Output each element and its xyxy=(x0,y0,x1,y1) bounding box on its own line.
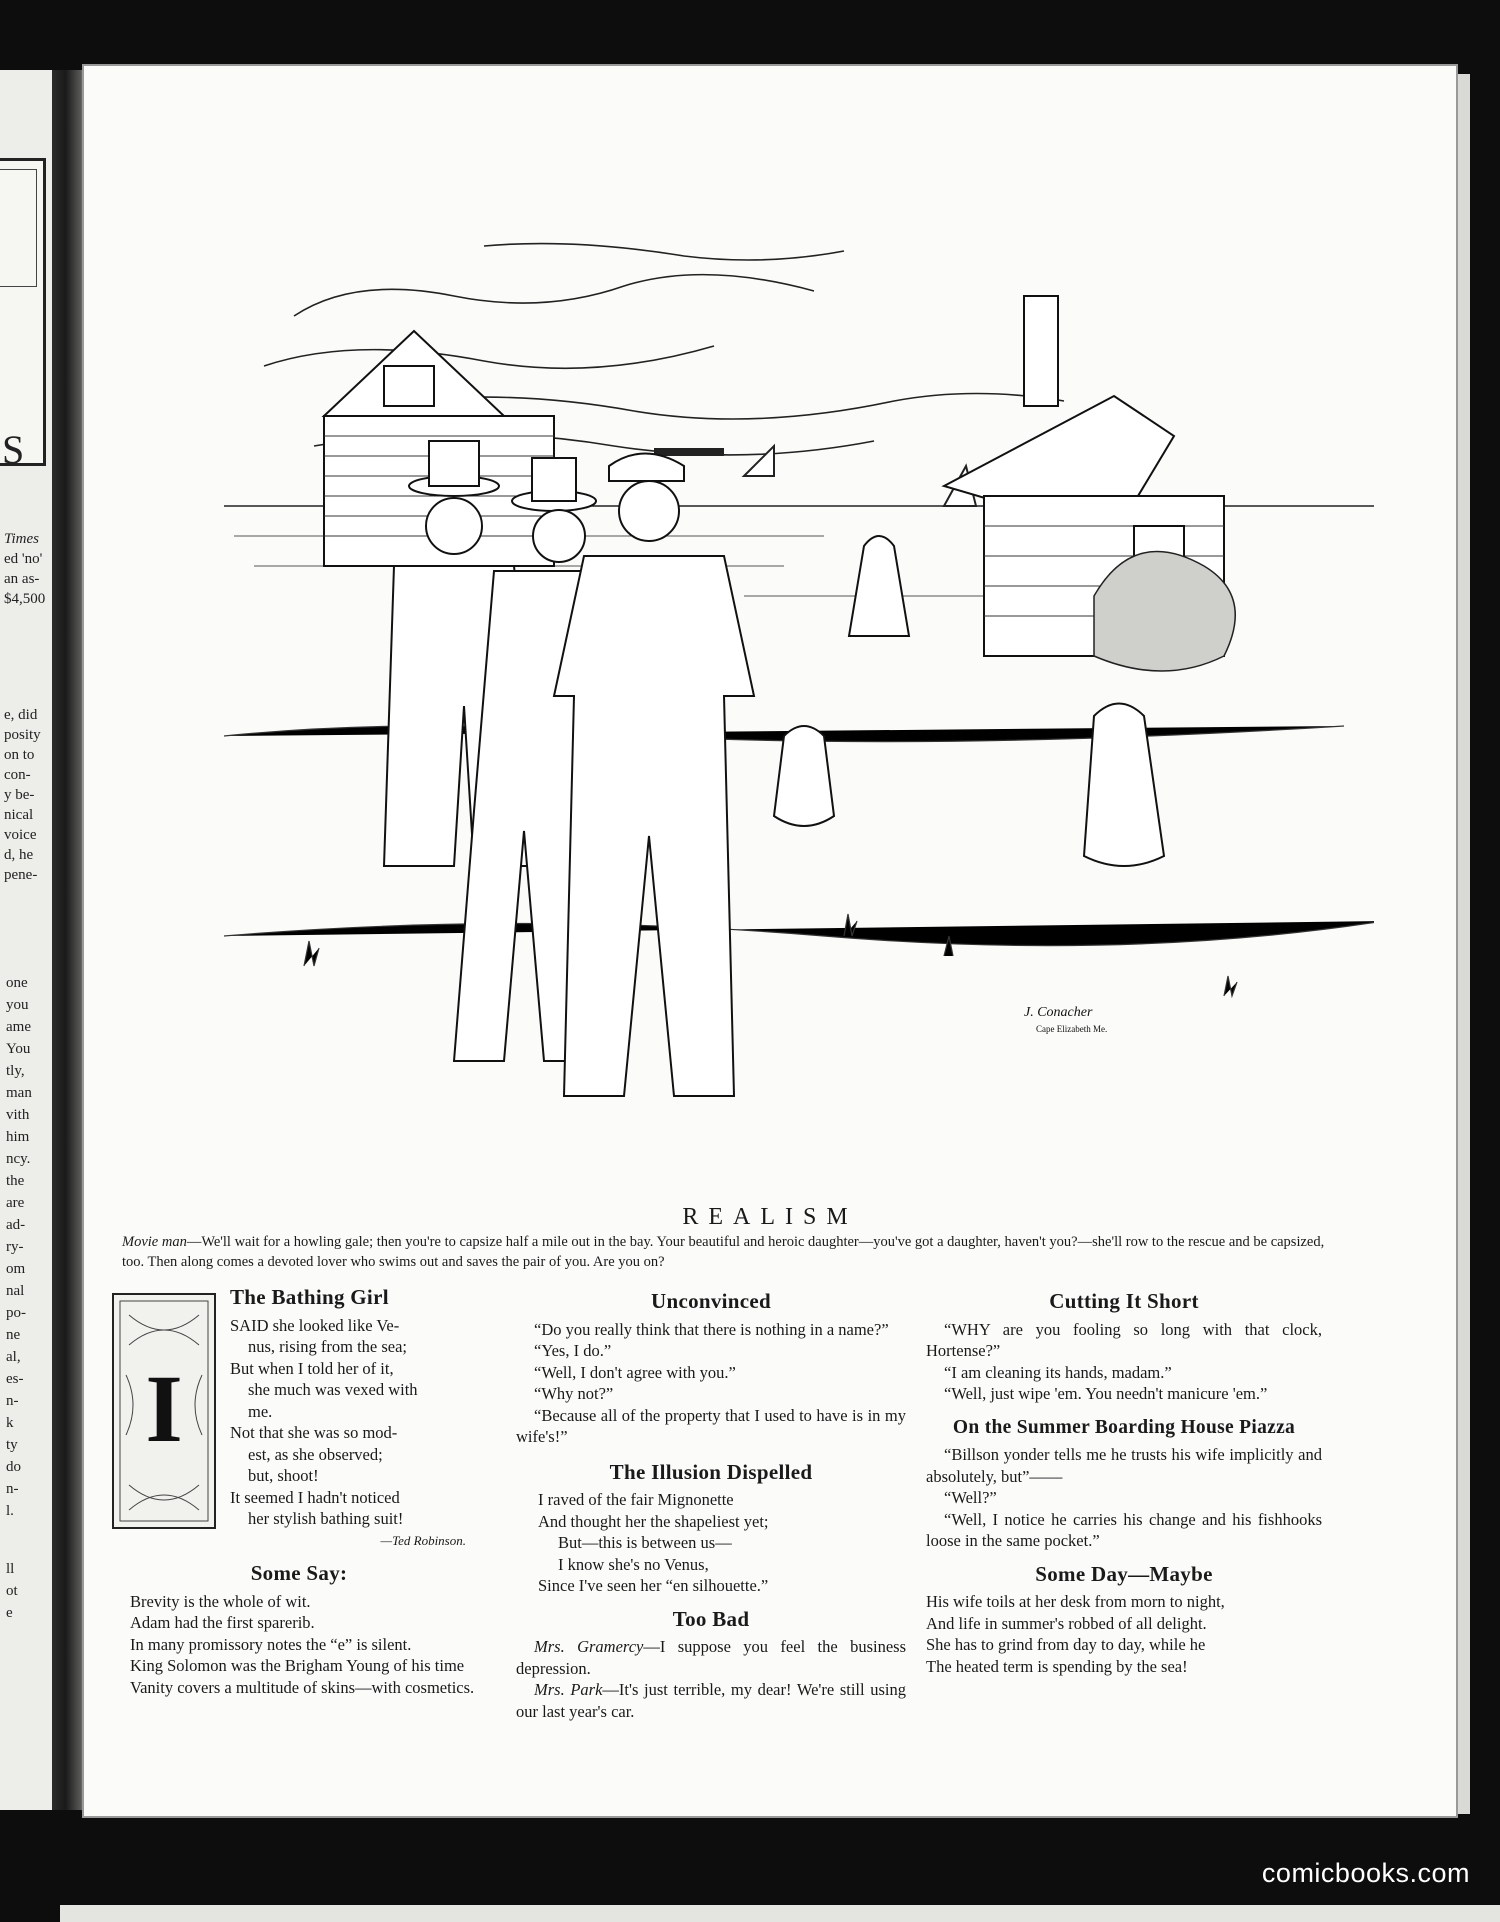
artist-signature: J. Conacher xyxy=(1024,1005,1093,1020)
left-fragment: con- xyxy=(4,767,31,783)
magazine-page xyxy=(84,66,1456,1816)
saying-line: Vanity covers a multitude of skins—with cosmetics. xyxy=(130,1677,475,1697)
left-fragment: vith xyxy=(6,1107,30,1123)
bathing-girl-title: The Bathing Girl xyxy=(230,1285,389,1309)
speaker-name: Mrs. Gramercy xyxy=(534,1637,644,1656)
left-fragment: e xyxy=(6,1605,13,1621)
left-fragment: e, did xyxy=(4,707,38,723)
cutting-it-short-title: Cutting It Short xyxy=(1049,1289,1199,1313)
left-fragment: an as- xyxy=(4,571,40,587)
dialogue-line: “Well?” xyxy=(944,1488,997,1507)
left-fragment: voice xyxy=(4,827,37,843)
left-fragment: k xyxy=(6,1415,14,1431)
left-fragment: Times xyxy=(4,531,40,547)
poem-line: But—this is between us— xyxy=(558,1533,732,1552)
column-middle xyxy=(516,1291,906,1722)
left-fragment: n- xyxy=(6,1481,19,1497)
poem-line: It seemed I hadn't noticed xyxy=(230,1487,400,1507)
left-fragment: om xyxy=(6,1261,26,1277)
left-fragment: y be- xyxy=(4,787,35,803)
left-fragment: n- xyxy=(6,1393,19,1409)
column-left xyxy=(112,1285,486,1698)
left-fragment: You xyxy=(6,1041,31,1057)
drop-cap-letter: I xyxy=(145,1355,183,1462)
poem-line: but, shoot! xyxy=(248,1466,319,1485)
poem-line: I know she's no Venus, xyxy=(558,1554,709,1574)
left-fragment: ot xyxy=(6,1583,18,1599)
left-fragment: you xyxy=(6,997,29,1013)
poem-line: me. xyxy=(248,1401,273,1421)
poem-line: I raved of the fair Mignonette xyxy=(538,1490,734,1509)
author-credit: —Ted Robinson. xyxy=(380,1532,466,1548)
left-page-edge xyxy=(0,70,52,1810)
dialogue-line: “Do you really think that there is nothing in a name?” xyxy=(534,1319,889,1339)
left-fragment: the xyxy=(6,1173,25,1189)
saying-line: Adam had the first sparerib. xyxy=(130,1613,315,1632)
unconvinced-title: Unconvinced xyxy=(651,1289,771,1313)
left-fragment: tly, xyxy=(6,1063,25,1079)
speaker-name: Mrs. Park xyxy=(534,1680,603,1699)
left-fragment: are xyxy=(6,1195,25,1211)
too-bad-title: Too Bad xyxy=(672,1606,750,1631)
dialogue-text: —I suppose you feel the business depression. xyxy=(516,1637,906,1678)
dialogue-line: “I am cleaning its hands, madam.” xyxy=(944,1362,1172,1382)
left-ornament-frame xyxy=(0,158,46,466)
left-fragment: one xyxy=(6,975,28,991)
cartoon-illustration xyxy=(224,236,1374,1186)
left-fragment: l. xyxy=(6,1503,14,1519)
too-bad-line-2 xyxy=(516,1679,906,1722)
left-fragment: him xyxy=(6,1129,30,1145)
left-fragment: posity xyxy=(4,727,41,743)
cartoon-caption xyxy=(122,1232,1342,1272)
saying-line: In many promissory notes the “e” is silent. xyxy=(130,1634,412,1654)
left-fragment: es- xyxy=(6,1371,24,1387)
illusion-dispelled-title: The Illusion Dispelled xyxy=(609,1459,813,1484)
poem-line: The heated term is spending by the sea! xyxy=(926,1656,1188,1676)
poem-line: But when I told her of it, xyxy=(230,1358,394,1378)
book-spine xyxy=(52,70,86,1810)
page-edge-bottom xyxy=(60,1905,1500,1922)
dialogue-line: “WHY are you fooling so long with that clock, Hortense?” xyxy=(926,1319,1322,1360)
left-fragment: ed 'no' xyxy=(4,551,43,567)
page-edge-right xyxy=(1456,74,1470,1814)
left-fragment: pene- xyxy=(4,867,38,883)
left-fragment: $4,500 xyxy=(4,591,46,607)
some-say-title: Some Say: xyxy=(250,1561,348,1585)
too-bad-line-1 xyxy=(516,1636,906,1679)
left-fragment: man xyxy=(6,1085,32,1101)
dialogue-line: “Well, just wipe 'em. You needn't manicure 'em.” xyxy=(944,1384,1268,1403)
dialogue-text: —It's just terrible, my dear! We're still using our last year's car. xyxy=(516,1680,906,1721)
poem-line: she much was vexed with xyxy=(248,1380,418,1399)
left-fragment: ty xyxy=(6,1437,18,1453)
decorative-drop-cap xyxy=(112,1293,216,1529)
left-fragment: ncy. xyxy=(6,1151,31,1167)
left-fragment: nical xyxy=(4,807,34,823)
cartoon-drawing xyxy=(224,236,1374,1186)
left-fragment: po- xyxy=(6,1305,26,1321)
poem-line: Since I've seen her “en silhouette.” xyxy=(538,1576,769,1595)
poem-line: His wife toils at her desk from morn to night, xyxy=(926,1592,1225,1611)
poem-line: SAID she looked like Ve- xyxy=(230,1315,400,1335)
dialogue-line: “Yes, I do.” xyxy=(534,1341,612,1360)
illusion-poem xyxy=(516,1489,906,1597)
site-watermark: comicbooks.com xyxy=(1261,1858,1470,1888)
dialogue-line: “Because all of the property that I used to have is in my wife's!” xyxy=(516,1405,906,1446)
left-fragment: d, he xyxy=(4,847,34,863)
left-fragment: ame xyxy=(6,1019,31,1035)
left-fragment: ne xyxy=(6,1327,21,1343)
left-fragment: ad- xyxy=(6,1217,26,1233)
artist-location: Cape Elizabeth Me. xyxy=(1036,1024,1108,1034)
dialogue-line: “Why not?” xyxy=(534,1384,614,1403)
poem-line: And life in summer's robbed of all delight. xyxy=(926,1613,1207,1633)
dialogue-line: “Well, I don't agree with you.” xyxy=(534,1362,736,1382)
left-fragment: ry- xyxy=(6,1239,24,1255)
poem-line: And thought her the shapeliest yet; xyxy=(538,1511,769,1531)
column-right xyxy=(926,1291,1322,1677)
poem-line: est, as she observed; xyxy=(248,1444,383,1464)
poem-line: She has to grind from day to day, while he xyxy=(926,1635,1206,1654)
some-day-maybe-title: Some Day—Maybe xyxy=(1035,1561,1213,1586)
left-fragment: on to xyxy=(4,747,35,763)
saying-line: Brevity is the whole of wit. xyxy=(130,1591,311,1611)
left-fragment: nal xyxy=(6,1283,25,1299)
left-fragment: do xyxy=(6,1459,21,1475)
saying-line: King Solomon was the Brigham Young of his time xyxy=(130,1656,465,1675)
caption-speaker: Movie man xyxy=(122,1234,187,1250)
dialogue-line: “Billson yonder tells me he trusts his wife implicitly and absolutely, but”—— xyxy=(926,1445,1322,1486)
left-fragment: S xyxy=(2,427,25,472)
left-fragment: ll xyxy=(6,1561,15,1577)
poem-line: Not that she was so mod- xyxy=(230,1423,398,1442)
left-fragment: al, xyxy=(6,1349,21,1365)
poem-line: nus, rising from the sea; xyxy=(248,1337,408,1356)
dialogue-line: “Well, I notice he carries his change and his fishhooks loose in the same pocket.” xyxy=(926,1509,1322,1550)
cartoon-title: REALISM xyxy=(682,1204,858,1230)
caption-text: —We'll wait for a howling gale; then you're to capsize half a mile out in the bay. Your beautiful and heroic daughter—you've got a daughter, haven't you?—she'll row to the rescue and be capsized, too. Then along comes a devoted lover who swims out and saves the pair of you. Are you on? xyxy=(122,1234,1325,1270)
boarding-house-title: On the Summer Boarding House Piazza xyxy=(952,1416,1296,1438)
poem-line: her stylish bathing suit! xyxy=(248,1509,404,1528)
